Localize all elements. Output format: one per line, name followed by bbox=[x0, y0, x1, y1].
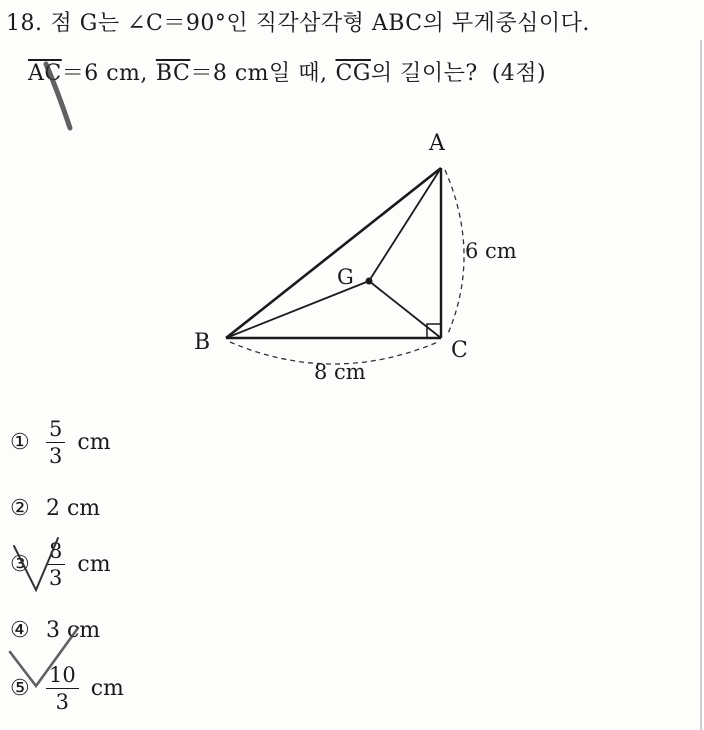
choice-4-text: 3 cm bbox=[46, 618, 101, 643]
choice-3-denominator: 3 bbox=[49, 566, 63, 591]
choice-5-unit: cm bbox=[90, 676, 124, 702]
choice-5-mark: ⑤ bbox=[10, 676, 30, 702]
choice-4[interactable] bbox=[10, 618, 100, 643]
choice-1[interactable] bbox=[10, 418, 111, 467]
choice-3-fraction bbox=[46, 540, 65, 589]
choice-2[interactable] bbox=[10, 496, 100, 521]
choice-1-mark: ① bbox=[10, 430, 30, 456]
ac-value: ＝6 cm, bbox=[61, 61, 148, 86]
centroid-g-label: G bbox=[337, 265, 354, 289]
choice-3[interactable] bbox=[10, 540, 111, 589]
question-tail: 의 길이는? bbox=[370, 61, 478, 86]
points-label: (4점) bbox=[491, 61, 547, 86]
segment-cg: $\overline{CG}$ bbox=[335, 61, 371, 86]
choice-5-fraction bbox=[46, 664, 79, 713]
segment-ac: $\overline{AC}$ bbox=[28, 61, 62, 86]
bc-length-label: 8 cm bbox=[314, 360, 366, 384]
vertex-b-label: B bbox=[194, 330, 211, 355]
question-stem: 점 G는 ∠C＝90°인 직각삼각형 ABC의 무게중심이다. bbox=[50, 11, 590, 36]
choice-5-numerator: 10 bbox=[46, 664, 79, 689]
centroid-point bbox=[366, 278, 373, 285]
choice-2-mark: ② bbox=[10, 496, 30, 521]
ac-length-label: 6 cm bbox=[465, 239, 517, 263]
choice-3-numerator: 8 bbox=[46, 540, 65, 565]
page-edge bbox=[700, 40, 702, 730]
choice-1-unit: cm bbox=[77, 430, 111, 456]
choice-2-text: 2 cm bbox=[46, 496, 101, 521]
vertex-c-label: C bbox=[451, 338, 468, 363]
choice-3-unit: cm bbox=[77, 552, 111, 578]
vertex-a-label: A bbox=[429, 131, 445, 156]
segment-bc: $\overline{BC}$ bbox=[155, 61, 191, 86]
choice-4-mark: ④ bbox=[10, 618, 30, 643]
segment-bg bbox=[226, 281, 369, 338]
segment-cg-line bbox=[369, 281, 441, 338]
choice-1-fraction bbox=[46, 418, 65, 467]
bc-value: ＝8 cm일 때, bbox=[190, 61, 328, 86]
question-number: 18. bbox=[6, 11, 43, 36]
choice-5[interactable] bbox=[10, 664, 124, 713]
segment-ag bbox=[369, 168, 441, 281]
ac-dimension-arc bbox=[445, 170, 464, 336]
choice-1-denominator: 3 bbox=[49, 444, 63, 469]
choice-3-mark: ③ bbox=[10, 552, 30, 578]
choice-5-denominator: 3 bbox=[55, 690, 70, 715]
choice-1-numerator: 5 bbox=[46, 418, 65, 443]
